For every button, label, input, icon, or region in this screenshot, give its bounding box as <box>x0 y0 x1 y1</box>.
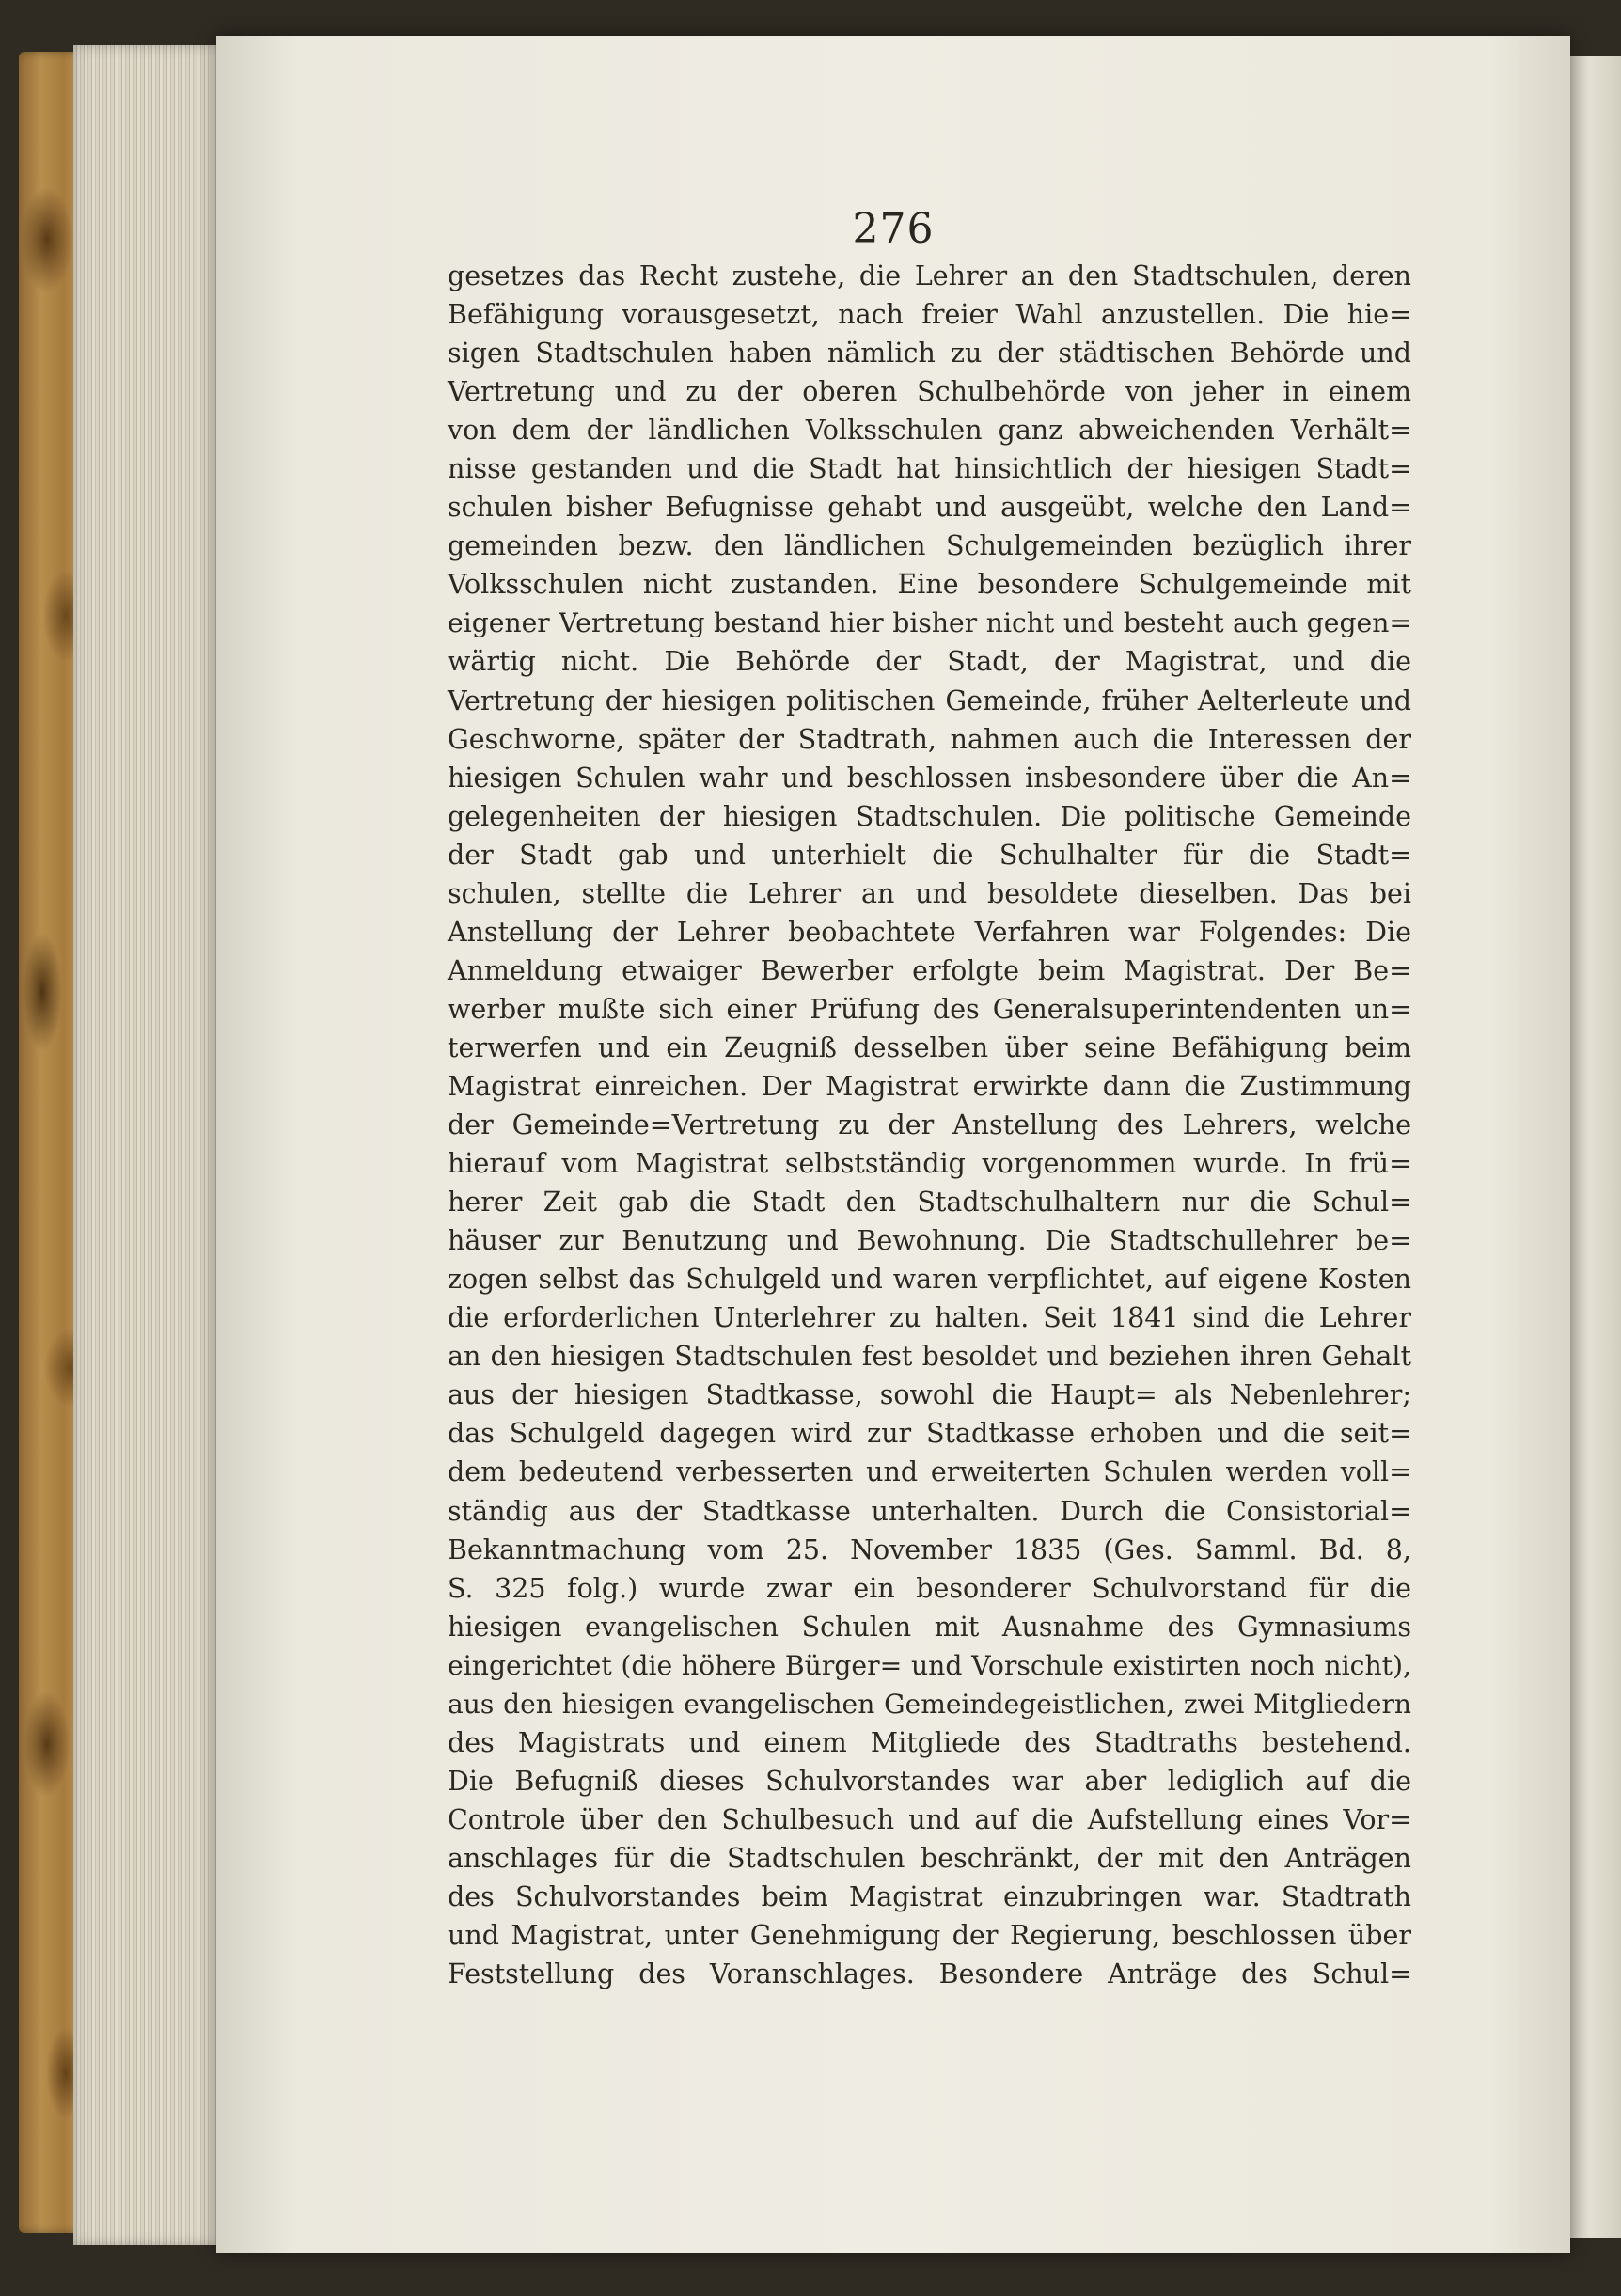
text-line: schulen bisher Befugnisse gehabt und ausgeübt, welche den Land= <box>448 492 1411 524</box>
text-line: Geschworne, später der Stadtrath, nahmen auch die Interessen der <box>448 723 1411 755</box>
text-line: ständig aus der Stadtkasse unterhalten. Durch die Consistorial= <box>448 1495 1411 1527</box>
text-line: des Schulvorstandes beim Magistrat einzubringen war. Stadtrath <box>448 1880 1411 1912</box>
text-line: schulen, stellte die Lehrer an und besoldete dieselben. Das bei <box>448 877 1411 909</box>
text-line: Anmeldung etwaiger Bewerber erfolgte beim Magistrat. Der Be= <box>448 954 1411 986</box>
text-line: Vertretung der hiesigen politischen Gemeinde, früher Aelterleute und <box>448 684 1411 716</box>
text-line: terwerfen und ein Zeugniß desselben über seine Befähigung beim <box>448 1031 1411 1063</box>
text-line: sigen Stadtschulen haben nämlich zu der städtischen Behörde und <box>448 338 1411 370</box>
text-line: von dem der ländlichen Volksschulen ganz abweichenden Verhält= <box>448 415 1411 447</box>
text-line: Feststellung des Voranschlages. Besondere Anträge des Schul= <box>448 1958 1411 1990</box>
text-line: nisse gestanden und die Stadt hat hinsichtlich der hiesigen Stadt= <box>448 453 1411 485</box>
text-line: zogen selbst das Schulgeld und waren verpflichtet, auf eigene Kosten <box>448 1264 1411 1296</box>
text-line: die erforderlichen Unterlehrer zu halten. Seit 1841 sind die Lehrer <box>448 1302 1411 1334</box>
text-line: Befähigung vorausgesetzt, nach freier Wahl anzustellen. Die hie= <box>448 299 1411 331</box>
text-line: des Magistrats und einem Mitgliede des Stadtraths bestehend. <box>448 1726 1411 1758</box>
text-line: eingerichtet (die höhere Bürger= und Vorschule existirten noch nicht), <box>448 1649 1411 1681</box>
text-line: Vertretung und zu der oberen Schulbehörde von jeher in einem <box>448 376 1411 408</box>
page-edges <box>73 45 238 2245</box>
text-line: gemeinden bezw. den ländlichen Schulgemeinden bezüglich ihrer <box>448 530 1411 562</box>
text-line: Anstellung der Lehrer beobachtete Verfahren war Folgendes: Die <box>448 916 1411 948</box>
text-line: Magistrat einreichen. Der Magistrat erwirkte dann die Zustimmung <box>448 1070 1411 1102</box>
body-text <box>448 257 1411 1993</box>
text-line: eigener Vertretung bestand hier bisher nicht und besteht auch gegen= <box>448 607 1411 639</box>
text-line: an den hiesigen Stadtschulen fest besoldet und beziehen ihren Gehalt <box>448 1341 1411 1373</box>
page-number: 276 <box>852 205 935 253</box>
text-line: aus der hiesigen Stadtkasse, sowohl die Haupt= als Nebenlehrer; <box>448 1379 1411 1411</box>
text-line: der Gemeinde=Vertretung zu der Anstellung des Lehrers, welche <box>448 1109 1411 1141</box>
text-line: Bekanntmachung vom 25. November 1835 (Ges. Samml. Bd. 8, <box>448 1533 1411 1565</box>
text-line: werber mußte sich einer Prüfung des Generalsuperintendenten un= <box>448 993 1411 1025</box>
text-line: häuser zur Benutzung und Bewohnung. Die Stadtschullehrer be= <box>448 1225 1411 1257</box>
text-line: S. 325 folg.) wurde zwar ein besonderer Schulvorstand für die <box>448 1572 1411 1604</box>
text-line: anschlages für die Stadtschulen beschränkt, der mit den Anträgen <box>448 1842 1411 1874</box>
text-line: das Schulgeld dagegen wird zur Stadtkasse erhoben und die seit= <box>448 1418 1411 1450</box>
text-line: Volksschulen nicht zustanden. Eine besondere Schulgemeinde mit <box>448 569 1411 601</box>
text-line: gesetzes das Recht zustehe, die Lehrer an den Stadtschulen, deren <box>448 260 1411 291</box>
text-line: hierauf vom Magistrat selbstständig vorgenommen wurde. In frü= <box>448 1148 1411 1180</box>
text-line: gelegenheiten der hiesigen Stadtschulen. Die politische Gemeinde <box>448 800 1411 832</box>
text-line: der Stadt gab und unterhielt die Schulhalter für die Stadt= <box>448 839 1411 871</box>
text-line: Die Befugniß dieses Schulvorstandes war aber lediglich auf die <box>448 1765 1411 1797</box>
text-line: hiesigen evangelischen Schulen mit Ausnahme des Gymnasiums <box>448 1611 1411 1643</box>
text-line: aus den hiesigen evangelischen Gemeindegeistlichen, zwei Mitgliedern <box>448 1688 1411 1720</box>
text-line: und Magistrat, unter Genehmigung der Regierung, beschlossen über <box>448 1920 1411 1952</box>
text-line: wärtig nicht. Die Behörde der Stadt, der Magistrat, und die <box>448 646 1411 678</box>
facing-page-edge <box>1568 56 1621 2238</box>
text-line: hiesigen Schulen wahr und beschlossen insbesondere über die An= <box>448 762 1411 794</box>
text-line: herer Zeit gab die Stadt den Stadtschulhaltern nur die Schul= <box>448 1187 1411 1219</box>
text-line: dem bedeutend verbesserten und erweiterten Schulen werden voll= <box>448 1456 1411 1488</box>
text-line: Controle über den Schulbesuch und auf die Aufstellung eines Vor= <box>448 1803 1411 1835</box>
